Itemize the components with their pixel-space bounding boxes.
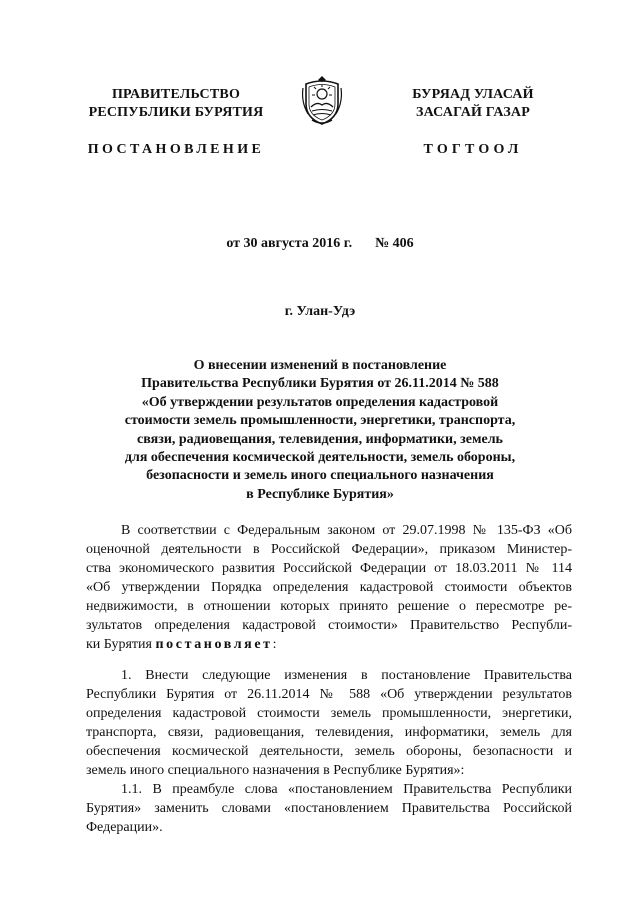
title-line: «Об утверждении результатов определения кадастровой <box>141 394 499 410</box>
header-left-line1: ПРАВИТЕЛЬСТВО <box>111 87 241 102</box>
body-line: обеспечения космической деятельности, земель обороны, безопасности и <box>86 744 572 759</box>
document-body <box>86 521 572 837</box>
body-line: земель иного специального назначения в Республике Бурятия»: <box>86 763 465 778</box>
header-left-line2: РЕСПУБЛИКИ БУРЯТИЯ <box>88 105 264 120</box>
document-city: г. Улан-Удэ <box>284 304 356 319</box>
decree-word: постановляет <box>155 637 273 652</box>
body-line: ства экономического развития Российской Федерации от 18.03.2011 № 114 <box>86 561 572 576</box>
body-line: Республики Бурятия от 26.11.2014 № 588 «Об утверждении результатов <box>86 687 572 702</box>
title-line: в Республике Бурятия» <box>246 486 394 502</box>
body-text: ки Бурятия <box>86 637 156 652</box>
header-right-act-type: ТОГТООЛ <box>423 142 523 157</box>
body-line: зультатов определения кадастровой стоимости» Правительство Республи- <box>86 618 572 633</box>
document-title <box>100 357 540 504</box>
document-date: от 30 августа 2016 г. <box>226 236 353 251</box>
header-left-block <box>72 86 280 159</box>
document-date-line <box>0 236 640 252</box>
header-right-line1: БУРЯАД УЛАСАЙ <box>412 87 534 102</box>
body-line: недвижимости, в отношении которых принято решение о пересмотре ре- <box>86 599 572 614</box>
body-line: В соответствии с Федеральным законом от 29.07.1998 № 135-ФЗ «Об <box>121 523 572 538</box>
body-line: транспорта, связи, радиовещания, телевидения, информатики, земель для <box>86 725 572 740</box>
document-header <box>0 86 640 176</box>
header-right-line2: ЗАСАГАЙ ГАЗАР <box>415 105 530 120</box>
coat-of-arms-icon <box>300 74 344 126</box>
body-line <box>86 635 572 654</box>
body-line: 1. Внести следующие изменения в постановление Правительства <box>121 668 572 683</box>
paragraph-preamble <box>86 521 572 654</box>
paragraph-item-1 <box>86 666 572 780</box>
title-line: стоимости земель промышленности, энергетики, транспорта, <box>124 413 516 429</box>
body-line: оценочной деятельности в Российской Федерации», приказом Министер- <box>86 542 572 557</box>
document-number: № 406 <box>375 236 414 251</box>
body-line: «Об утверждении Порядка определения кадастровой стоимости объектов <box>86 580 572 595</box>
title-line: для обеспечения космической деятельности, земель обороны, <box>124 450 516 466</box>
title-line: безопасности и земель иного специального назначения <box>146 468 494 484</box>
body-line: определения кадастровой стоимости земель промышленности, энергетики, <box>86 706 572 721</box>
paragraph-item-1-1 <box>86 780 572 837</box>
title-line: связи, радиовещания, телевидения, информатики, земель <box>137 431 503 447</box>
title-line: Правительства Республики Бурятия от 26.11.2014 № 588 <box>141 376 499 392</box>
header-left-act-type: ПОСТАНОВЛЕНИЕ <box>87 142 265 157</box>
body-text: : <box>272 637 277 652</box>
body-line: 1.1. В преамбуле слова «постановлением Правительства Республики <box>121 782 572 797</box>
body-line: Бурятия» заменить словами «постановлением Правительства Российской <box>86 801 572 816</box>
title-line: О внесении изменений в постановление <box>193 358 447 373</box>
header-right-block <box>378 86 568 159</box>
body-line: Федерации». <box>86 820 163 835</box>
